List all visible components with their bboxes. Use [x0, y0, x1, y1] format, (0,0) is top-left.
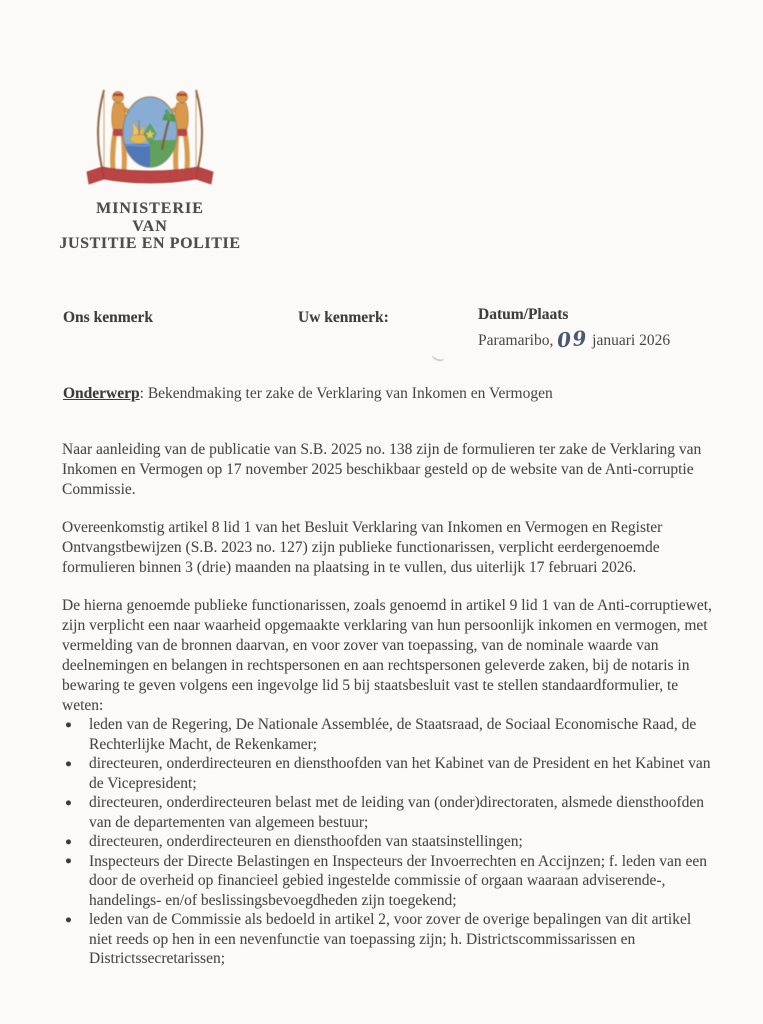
- paragraph-deadline: Overeenkomstig artikel 8 lid 1 van het Besluit Verklaring van Inkomen en Vermogen en Register Ontvangstbewijzen (S.B. 2023 no. 127) zijn publieke functionarissen, verplicht eerdergenoemde formulieren binnen 3 (drie) maanden na plaatsing in te vullen, dus uiterlijk 17 februari 2026.: [62, 519, 663, 576]
- date-rest-text: januari 2026: [592, 332, 671, 349]
- subject-separator: :: [139, 385, 148, 402]
- handwritten-day: 09: [556, 325, 590, 353]
- place-text: Paramaribo,: [478, 332, 554, 349]
- uw-kenmerk-label: Uw kenmerk:: [298, 309, 389, 326]
- paragraph-publication: Naar aanleiding van de publicatie van S.B. 2025 no. 138 zijn de formulieren ter zake de Verklaring van Inkomen en Vermogen op 17 november 2025 beschikbaar gesteld op de website van de Anti-corruptie Commissie.: [62, 441, 702, 498]
- ons-kenmerk-label: Ons kenmerk: [63, 309, 153, 326]
- subject-label: Onderwerp: [63, 385, 140, 402]
- list-item: [62, 754, 714, 793]
- datum-plaats-label: Datum/Plaats: [478, 306, 569, 323]
- list-item: [62, 715, 714, 754]
- subject-text: Bekendmaking ter zake de Verklaring van Inkomen en Vermogen: [147, 385, 553, 402]
- ministry-line-1: MINISTERIE: [96, 200, 204, 217]
- scan-smudge-mark: [431, 350, 446, 362]
- coat-of-arms: [84, 82, 216, 194]
- list-item-text: directeuren, onderdirecteuren en diensthoofden van het Kabinet van de President en het Kabinet van de Vicepresident;: [89, 755, 711, 792]
- ministry-line-3: JUSTITIE EN POLITIE: [59, 235, 241, 252]
- ministry-line-2: VAN: [132, 217, 168, 235]
- bullet-icon: ●: [65, 855, 72, 867]
- subject-line: [63, 385, 713, 403]
- list-item-text: leden van de Commissie als bedoeld in artikel 2, voor zover de overige bepalingen van dit artikel niet reeds op hen in een nevenfunctie van toepassing zijn; h. Districtscommissarissen en Districtssecretarissen;: [89, 911, 692, 967]
- bullet-icon: ●: [65, 718, 72, 731]
- list-item: [62, 832, 714, 852]
- suriname-coat-of-arms-icon: [84, 82, 216, 194]
- functionaries-list: [62, 715, 714, 969]
- list-item-text: leden van de Regering, De Nationale Assemblée, de Staatsraad, de Sociaal Economische Raad, de Rechterlijke Macht, de Rekenkamer;: [89, 716, 697, 753]
- list-item: [62, 793, 714, 832]
- paragraph-obligation: De hierna genoemde publieke functionarissen, zoals genoemd in artikel 9 lid 1 van de Anti-corruptiewet, zijn verplicht een naar waarheid opgemaakte verklaring van hun persoonlijk inkomen en vermogen, met vermelding van de bronnen daarvan, en voor zover van toepassing, van de nominale waarde van deelnemingen en belangen in rechtspersonen en aan rechtspersonen geleverde zaken, bij de notaris in bewaring te geven volgens een ingevolge lid 5 bij staatsbesluit vast te stellen standaardformulier, te weten:: [62, 597, 712, 714]
- ministry-name: [30, 200, 270, 253]
- list-item-text: directeuren, onderdirecteuren belast met de leiding van (onder)directoraten, alsmede diensthoofden van de departementen van algemeen bestuur;: [89, 794, 705, 831]
- bullet-icon: ●: [65, 757, 72, 770]
- bullet-icon: ●: [65, 835, 72, 848]
- list-item: [62, 910, 714, 969]
- date-line: [478, 325, 671, 353]
- list-item-text: directeuren, onderdirecteuren en diensthoofden van staatsinstellingen;: [89, 833, 523, 850]
- bullet-icon: ●: [65, 913, 72, 926]
- bullet-icon: ●: [65, 796, 72, 809]
- list-item-text: Inspecteurs der Directe Belastingen en Inspecteurs der Invoerrechten en Accijnzen; f. leden van een door de overheid op financieel gebied ingestelde commissie of orgaan waaraan adviserende-, handelings- en/of beslissingsbevoegdheden zijn toegekend;: [89, 852, 707, 909]
- list-item: [62, 852, 714, 911]
